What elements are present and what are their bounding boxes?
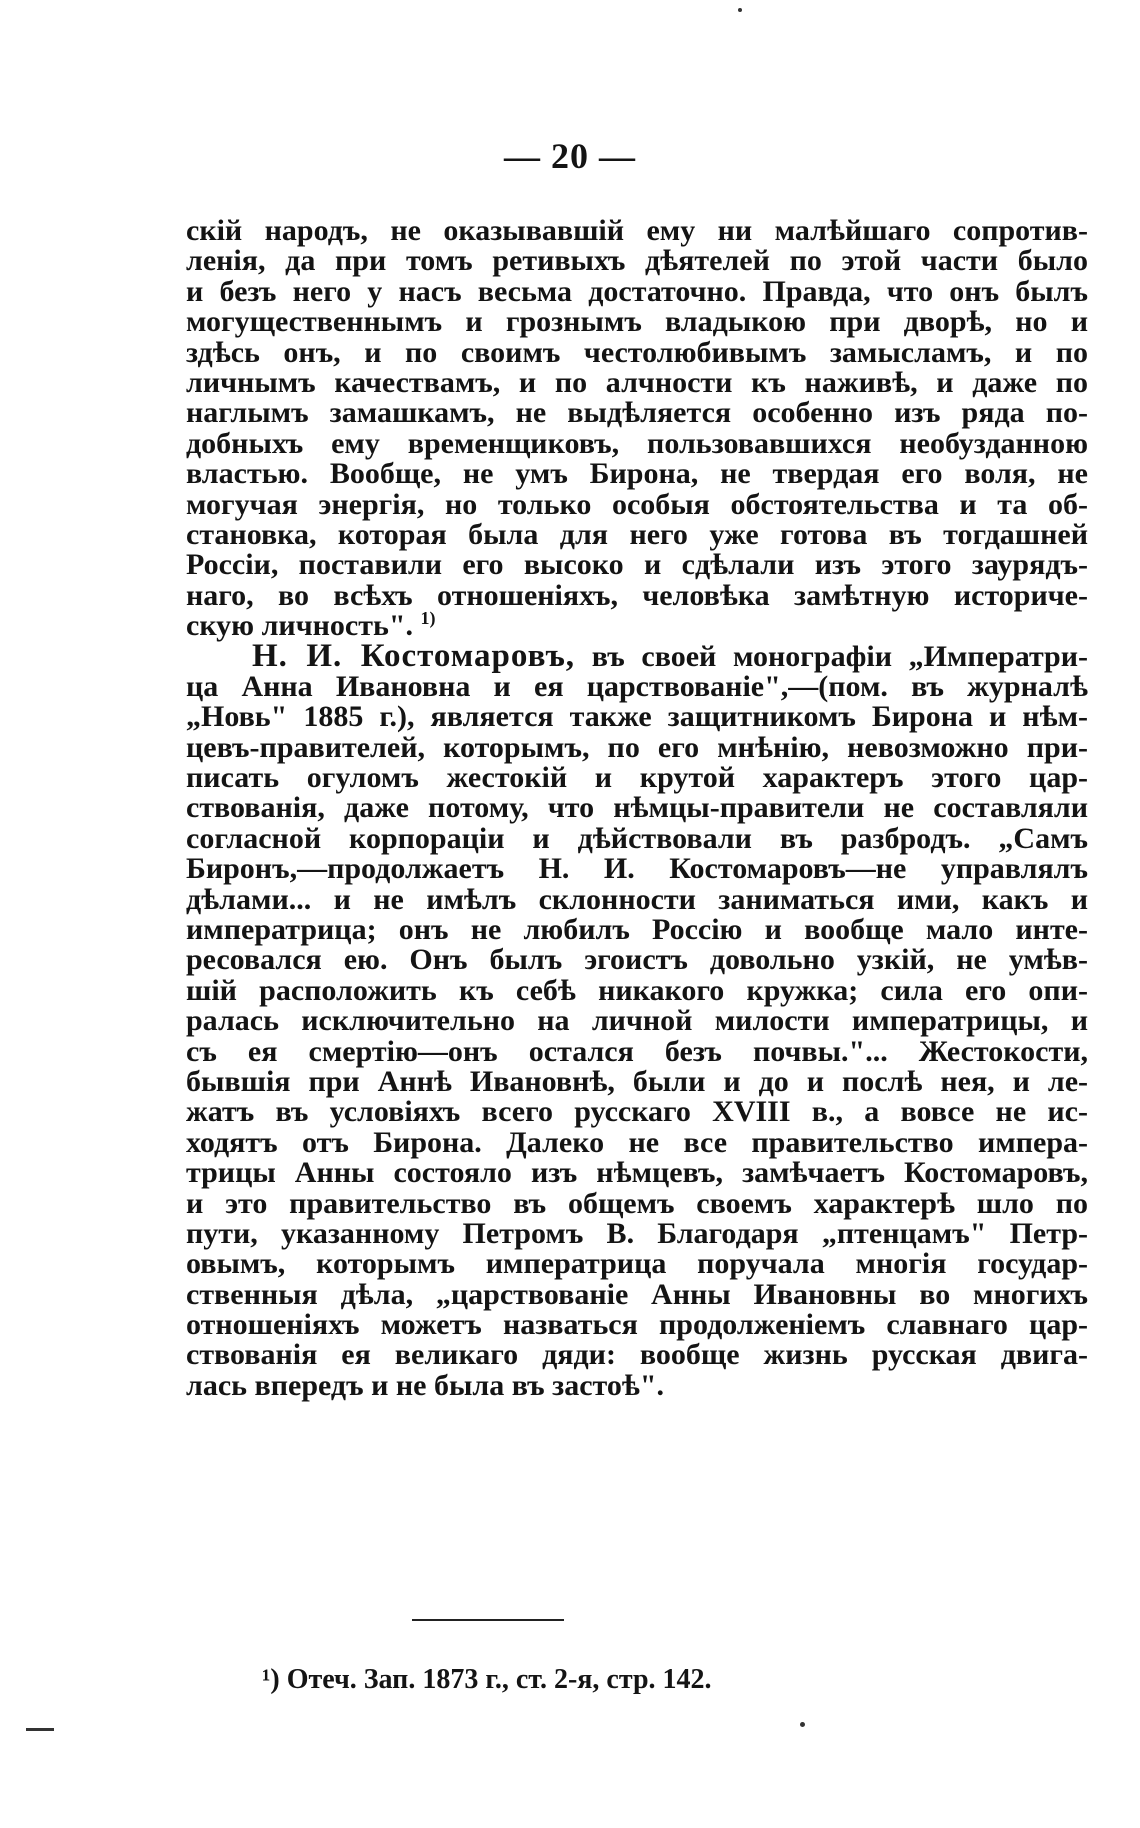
text-line: дѣлами... и не имѣлъ склонности заниматься ими, какъ и	[186, 882, 1088, 916]
text-line-last: лась впередъ и не была въ застоѣ".	[186, 1368, 665, 1402]
text-line-last	[186, 608, 1088, 643]
footnote-divider	[412, 1619, 564, 1621]
text-line: ходятъ отъ Бирона. Далеко не все правительство импера-	[186, 1125, 1088, 1159]
scan-speck	[738, 8, 742, 12]
text-line: и это правительство въ общемъ своемъ характерѣ шло по	[186, 1186, 1088, 1220]
text-line: овымъ, которымъ императрица поручала многія государ-	[186, 1247, 1088, 1281]
text-line: ственныя дѣла, „царствованіе Анны Ивановны во многихъ	[186, 1277, 1088, 1311]
text-line: ца Анна Ивановна и ея царствованіе",—(пом. въ журналѣ	[186, 669, 1088, 703]
text-line: властью. Вообще, не умъ Бирона, не твердая его воля, не	[186, 457, 1088, 491]
text-line: писать огуломъ жестокій и крутой характеръ этого цар-	[186, 761, 1088, 795]
text-line: личнымъ качествамъ, и по алчности къ наживѣ, и даже по	[186, 365, 1088, 399]
body-text	[186, 216, 1088, 1401]
scan-dash	[26, 1728, 54, 1731]
text-line: отношеніяхъ можетъ назваться продолженіемъ славнаго цар-	[186, 1308, 1088, 1342]
text-line: ствованія ея великаго дяди: вообще жизнь русская двига-	[186, 1338, 1088, 1372]
text-line: ресовался ею. Онъ былъ эгоистъ довольно узкій, не умѣв-	[186, 943, 1088, 977]
paragraph-1	[186, 216, 1088, 641]
text-line: „Новь" 1885 г.), является также защитникомъ Бирона и нѣм-	[186, 700, 1088, 734]
scan-speck	[800, 1722, 805, 1727]
text-line: шій расположить къ себѣ никакого кружка; сила его опи-	[186, 973, 1088, 1007]
text-line: наглымъ замашкамъ, не выдѣляется особенно изъ ряда по-	[186, 396, 1088, 430]
author-name: Н. И. Костомаровъ,	[252, 638, 576, 675]
text-line-first	[186, 638, 1089, 675]
footnote: ¹) Отеч. Зап. 1873 г., ст. 2-я, стр. 142.	[262, 1664, 712, 1695]
text-line: становка, которая была для него уже готова въ тогдашней	[186, 517, 1088, 551]
text-line: наго, во всѣхъ отношеніяхъ, человѣка замѣтную историче-	[186, 578, 1088, 612]
text-line: согласной корпораціи и дѣйствовали въ разбродъ. „Самъ	[186, 821, 1088, 855]
text-line: трицы Анны состояло изъ нѣмцевъ, замѣчаетъ Костомаровъ,	[186, 1156, 1088, 1190]
text-line: Биронъ,—продолжаетъ Н. И. Костомаровъ—не управлялъ	[186, 852, 1088, 886]
text-line: императрица; онъ не любилъ Россію и вообще мало инте-	[186, 912, 1088, 946]
text-line: здѣсь онъ, и по своимъ честолюбивымъ замысламъ, и по	[186, 335, 1088, 369]
text-line: цевъ-правителей, которымъ, по его мнѣнію, невозможно при-	[186, 730, 1088, 764]
text-line: съ ея смертію—онъ остался безъ почвы."... Жестокости,	[186, 1034, 1088, 1068]
text-line: жатъ въ условіяхъ всего русскаго XVIII в., а вовсе не ис-	[186, 1095, 1088, 1129]
text-line: бывшія при Аннѣ Ивановнѣ, были и до и послѣ нея, и ле-	[186, 1064, 1088, 1098]
first-line-rest: въ своей монографіи „Императри-	[591, 640, 1089, 674]
page-number: — 20 —	[504, 136, 636, 176]
text-line: и безъ него у насъ весьма достаточно. Правда, что онъ былъ	[186, 274, 1088, 308]
footnote-reference: 1)	[420, 608, 436, 629]
text-line: пути, указанному Петромъ В. Благодаря „птенцамъ" Петр-	[186, 1216, 1088, 1250]
text-line: ствованія, даже потому, что нѣмцы-правители не составляли	[186, 791, 1088, 825]
text-line: ралась исключительно на личной милости императрицы, и	[186, 1004, 1088, 1038]
text-line: могущественнымъ и грознымъ владыкою при дворѣ, но и	[186, 305, 1088, 339]
last-line-text: скую личность".	[186, 609, 413, 643]
text-line: скій народъ, не оказывавшій ему ни малѣйшаго сопротив-	[186, 214, 1088, 247]
text-line: ленія, да при томъ ретивыхъ дѣятелей по этой части было	[186, 244, 1088, 278]
text-line: могучая энергія, но только особыя обстоятельства и та об-	[186, 487, 1088, 521]
text-line: добныхъ ему временщиковъ, пользовавшихся необузданною	[186, 426, 1088, 460]
paragraph-2	[186, 638, 1089, 1402]
text-line: Россіи, поставили его высоко и сдѣлали изъ этого заурядъ-	[186, 548, 1088, 582]
